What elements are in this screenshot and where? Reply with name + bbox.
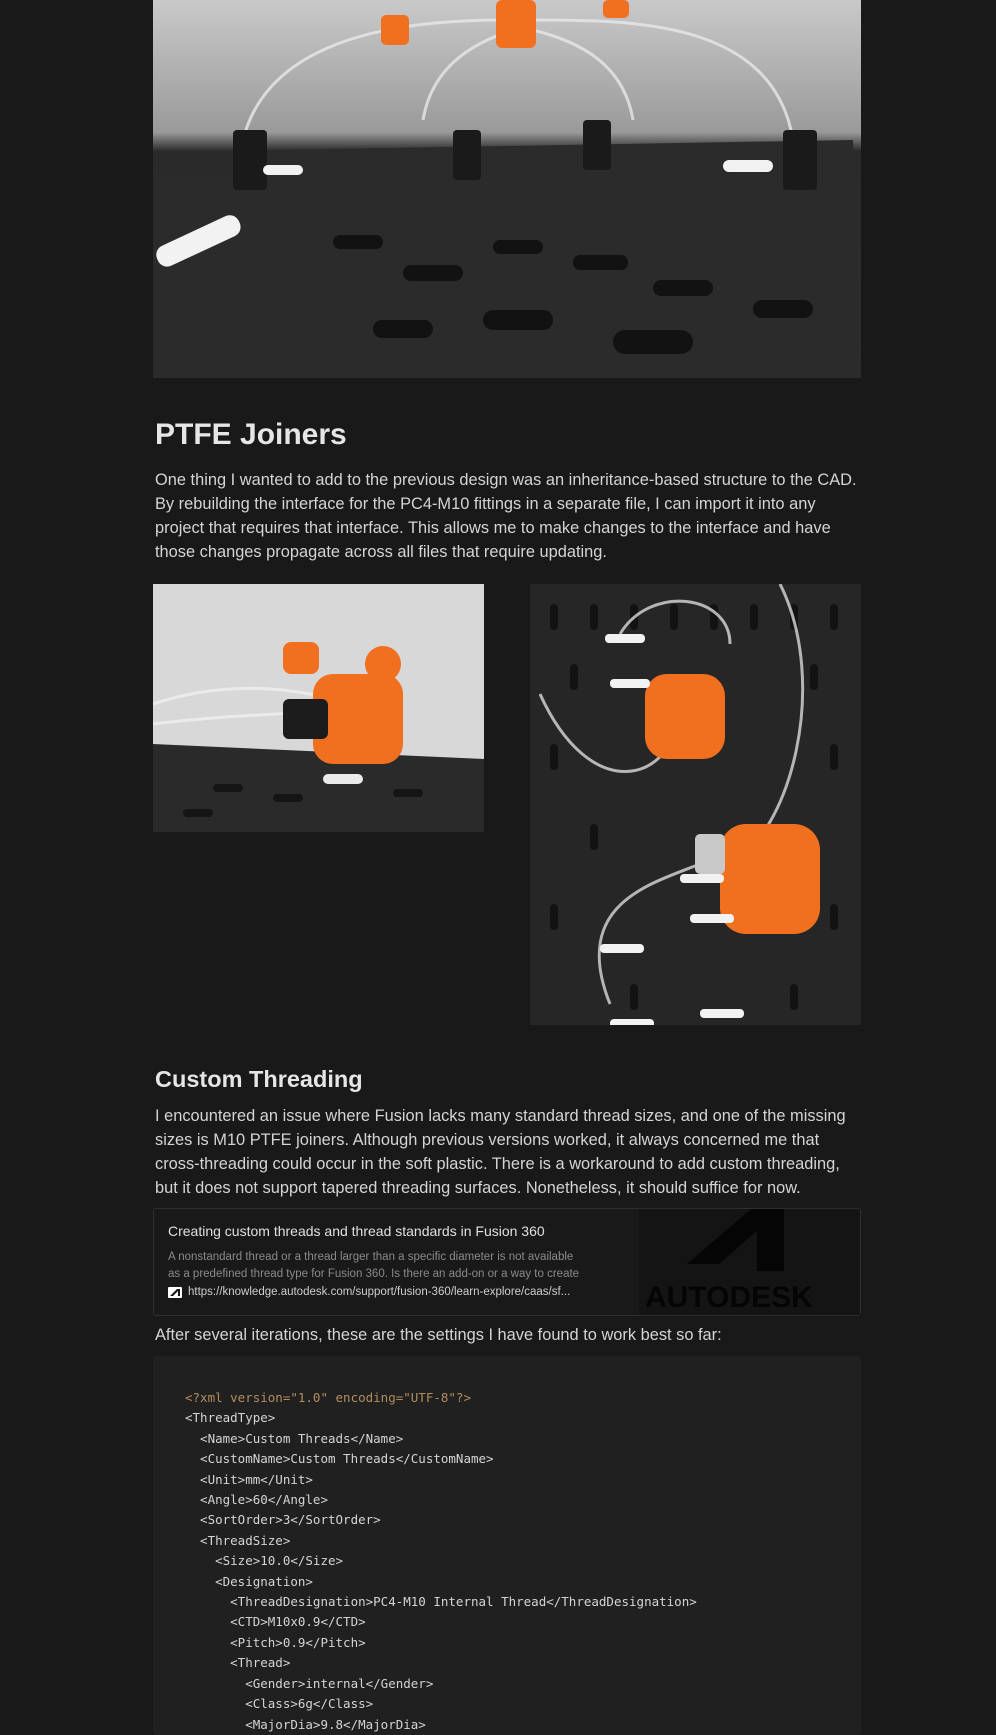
code-line: <CustomName>Custom Threads</CustomName> (185, 1451, 494, 1467)
hero-photo (153, 0, 861, 378)
bookmark-card[interactable] (153, 1208, 861, 1316)
bookmark-url: https://knowledge.autodesk.com/support/fusion-360/learn-explore/caas/sf... (188, 1286, 571, 1298)
code-line: <Gender>internal</Gender> (185, 1675, 434, 1691)
code-line: <Angle>60</Angle> (185, 1492, 328, 1508)
code-line: <ThreadSize> (185, 1532, 291, 1548)
section-heading-custom-threading: Custom Threading (155, 1066, 363, 1092)
code-line: <ThreadType> (185, 1410, 276, 1426)
code-line: <Size>10.0</Size> (185, 1553, 344, 1569)
bookmark-link[interactable] (168, 1286, 570, 1298)
ptfe-joiners-paragraph: One thing I wanted to add to the previous design was an inheritance-based structure to the CAD. By rebuilding the interface for the PC4-M10 fittings in a separate file, I can import it into any project that requires that interface. This allows me to make changes to the interface and have those changes propagate across all files that require updating. (155, 471, 857, 561)
custom-threading-paragraph: I encountered an issue where Fusion lacks many standard thread sizes, and one of the missing sizes is M10 PTFE joiners. Although previous versions worked, it always concerned me that cross-threading could occur in the soft plastic. There is a workaround to add custom threading, but it does not support tapered threading surfaces. Nonetheless, it should suffice for now. (155, 1107, 846, 1197)
code-line: <Pitch>0.9</Pitch> (185, 1634, 366, 1650)
bookmark-title: Creating custom threads and thread standards in Fusion 360 (168, 1223, 545, 1239)
code-line: <Name>Custom Threads</Name> (185, 1430, 404, 1446)
photo-joiner-pegboard (530, 584, 861, 1025)
code-line: <?xml version="1.0" encoding="UTF-8"?> (185, 1390, 471, 1405)
code-block[interactable] (153, 1356, 861, 1735)
bookmark-description: A nonstandard thread or a thread larger than a specific diameter is not available as a predefined thread type for Fusion 360. Is there an add-on or a way to create (168, 1251, 580, 1280)
code-line: <Designation> (185, 1573, 313, 1589)
code-content (185, 1388, 697, 1735)
section-heading-ptfe-joiners: PTFE Joiners (155, 418, 347, 451)
code-line: <Thread> (185, 1655, 291, 1671)
bookmark-thumbnail (639, 1209, 860, 1315)
autodesk-favicon-icon (168, 1287, 182, 1298)
code-line: <ThreadDesignation>PC4-M10 Internal Thread</ThreadDesignation> (185, 1594, 697, 1610)
autodesk-wordmark: AUTODESK (645, 1281, 813, 1314)
settings-intro-text: After several iterations, these are the settings I have found to work best so far: (155, 1326, 722, 1344)
code-line: <Unit>mm</Unit> (185, 1471, 313, 1487)
code-line: <SortOrder>3</SortOrder> (185, 1512, 381, 1528)
code-line: <MajorDia>9.8</MajorDia> (185, 1716, 426, 1732)
autodesk-logo-icon (639, 1209, 860, 1315)
code-line: <CTD>M10x0.9</CTD> (185, 1614, 366, 1630)
photo-joiner-closeup (153, 584, 484, 832)
code-line: <Class>6g</Class> (185, 1696, 374, 1712)
